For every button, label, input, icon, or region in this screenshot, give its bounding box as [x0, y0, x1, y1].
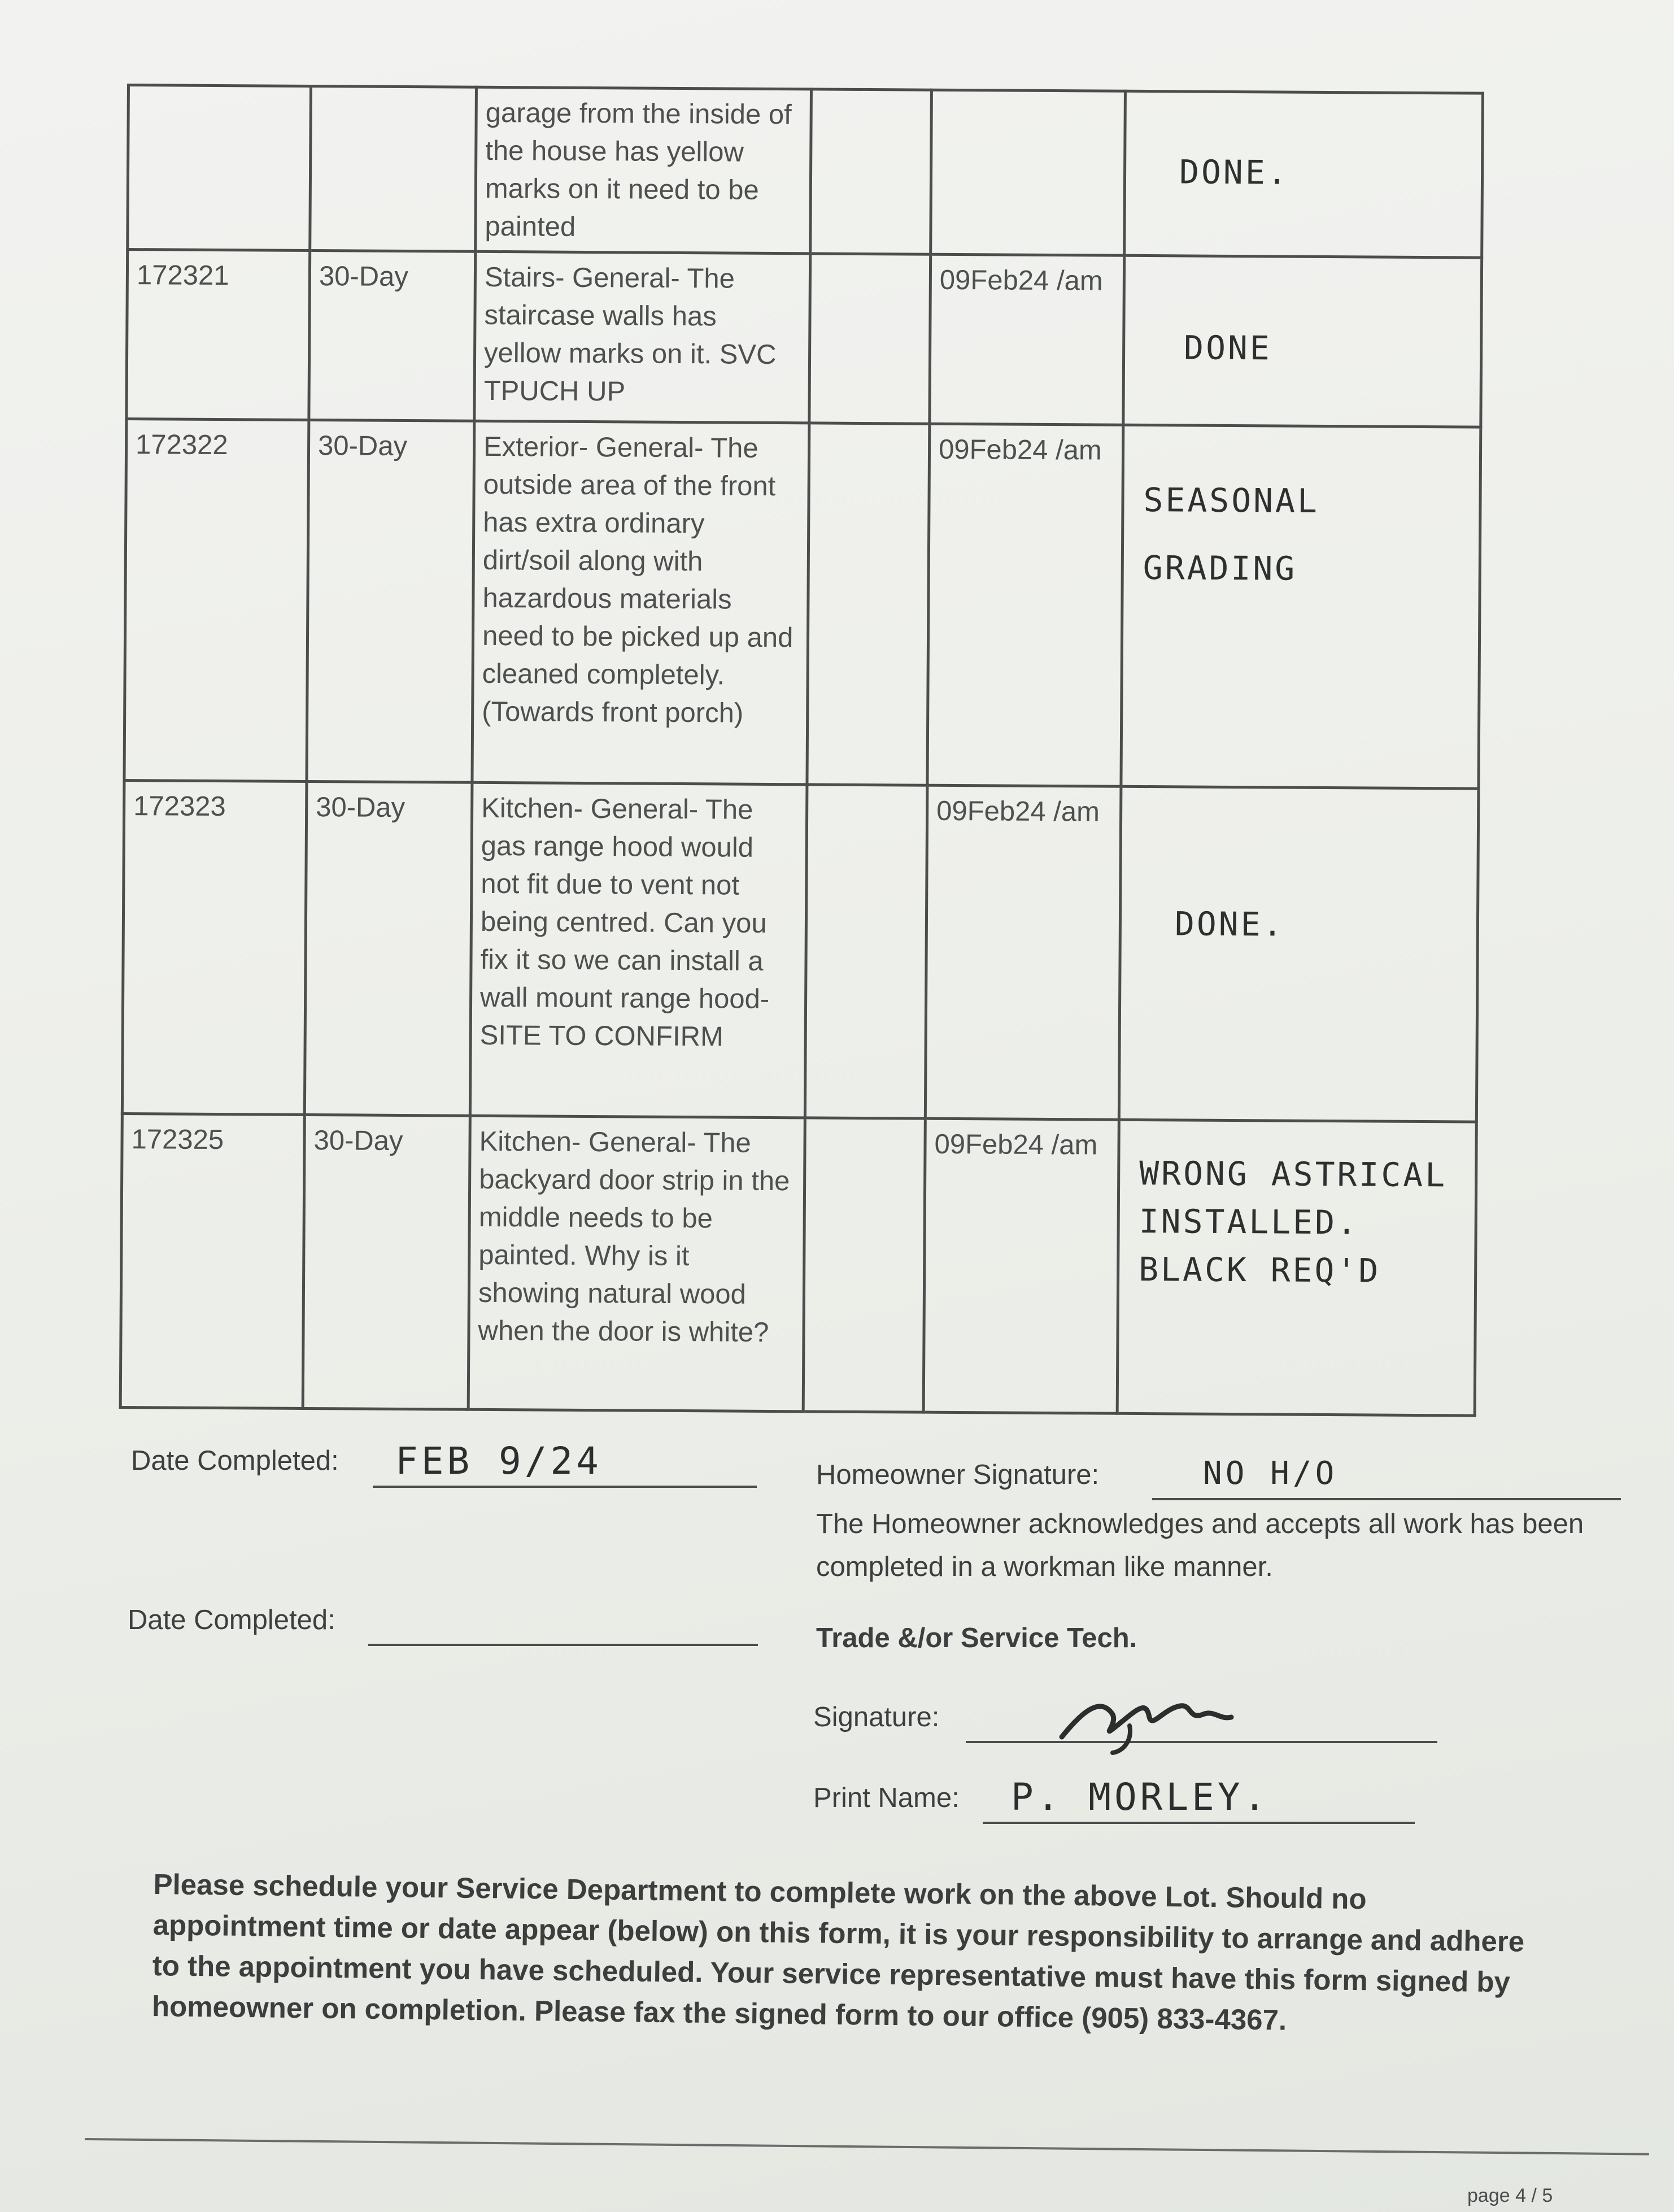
signature-scribble — [1050, 1686, 1254, 1760]
term-cell: 30-Day — [303, 1114, 470, 1409]
empty-cell — [809, 254, 931, 424]
handwritten-note-cell — [1119, 786, 1479, 1122]
item-id-cell: 172323 — [122, 780, 307, 1114]
term-cell: 30-Day — [304, 781, 472, 1116]
trade-service-tech-heading: Trade &/or Service Tech. — [816, 1623, 1137, 1653]
handwritten-note-cell — [1121, 425, 1481, 789]
date-completed-label: Date Completed: — [131, 1445, 339, 1476]
homeowner-signature-handwritten: NO H/O — [1203, 1455, 1338, 1492]
date-completed-line-2 — [368, 1644, 758, 1646]
print-name-handwritten: P. MORLEY. — [1011, 1775, 1270, 1819]
empty-cell — [807, 423, 930, 785]
homeowner-acknowledgement: The Homeowner acknowledges and accepts all work has been completed in a workman like manner. — [816, 1509, 1584, 1582]
table-row — [128, 85, 1483, 258]
print-name-label: Print Name: — [813, 1783, 960, 1813]
table-row — [122, 780, 1479, 1122]
handwritten-note: DONE. — [1174, 904, 1285, 944]
description-cell: garage from the inside of the house has yellow marks on it need to be painted — [476, 87, 812, 254]
table-row — [120, 1113, 1476, 1416]
print-name-line — [983, 1822, 1415, 1824]
table-row — [127, 250, 1482, 428]
description-cell: Exterior- General- The outside area of the front has extra ordinary dirt/soil along with hazardous materials need to be picked up and cleaned completely. (Towards front porch) — [472, 421, 809, 785]
schedule-instructions: Please schedule your Service Department to complete work on the above Lot. Should no appointment time or date appear (below) on this form, it is your responsibility to arrange and adhere to the appointment you have scheduled. Your service representative must have this form signed by homeowner on completion. Please fax the signed form to our office (905) 833-4367. — [151, 1867, 1525, 2036]
page-number: page 4 / 5 — [1467, 2185, 1553, 2206]
handwritten-note-cell — [1123, 255, 1482, 427]
description-cell: Kitchen- General- The backyard door strip in the middle needs to be painted. Why is it showing natural wood when the door is white? — [468, 1116, 805, 1412]
date-cell: 09Feb24 /am — [930, 254, 1124, 425]
handwritten-note: WRONG ASTRICAL INSTALLED. BLACK REQ'D — [1139, 1153, 1448, 1290]
handwritten-note: DONE — [1183, 328, 1272, 368]
date-completed-label-2: Date Completed: — [128, 1605, 335, 1635]
term-cell: 30-Day — [309, 250, 476, 421]
empty-cell — [803, 1118, 925, 1412]
handwritten-note: DONE. — [1179, 153, 1289, 192]
footer-rule — [85, 2138, 1649, 2156]
item-id-cell: 172325 — [120, 1113, 304, 1408]
homeowner-signature-label: Homeowner Signature: — [816, 1460, 1100, 1490]
description-cell: Stairs- General- The staircase walls has yellow marks on it. SVC TPUCH UP — [474, 251, 810, 423]
date-completed-handwritten: FEB 9/24 — [395, 1439, 602, 1483]
item-id-cell — [128, 85, 311, 251]
date-cell: 09Feb24 /am — [925, 785, 1121, 1120]
handwritten-note-cell — [1117, 1120, 1476, 1416]
date-cell: 09Feb24 /am — [923, 1118, 1119, 1413]
date-cell — [931, 90, 1126, 255]
service-items-table — [119, 84, 1484, 1417]
homeowner-signature-line — [1152, 1498, 1621, 1500]
date-completed-line — [373, 1486, 757, 1488]
item-id-cell: 172322 — [124, 419, 309, 782]
empty-cell — [810, 89, 932, 254]
description-cell: Kitchen- General- The gas range hood would not fit due to vent not being centred. Can you fix it so we can install a wall mount range hood-SITE TO CONFIRM — [470, 782, 807, 1118]
empty-cell — [805, 785, 927, 1118]
term-cell: 30-Day — [307, 420, 474, 782]
date-cell: 09Feb24 /am — [927, 424, 1123, 786]
signature-label: Signature: — [813, 1702, 940, 1732]
table-row — [124, 419, 1481, 789]
handwritten-note: SEASONAL GRADING — [1143, 481, 1320, 588]
term-cell — [310, 86, 477, 251]
item-id-cell: 172321 — [127, 250, 310, 420]
handwritten-note-cell — [1124, 91, 1483, 258]
